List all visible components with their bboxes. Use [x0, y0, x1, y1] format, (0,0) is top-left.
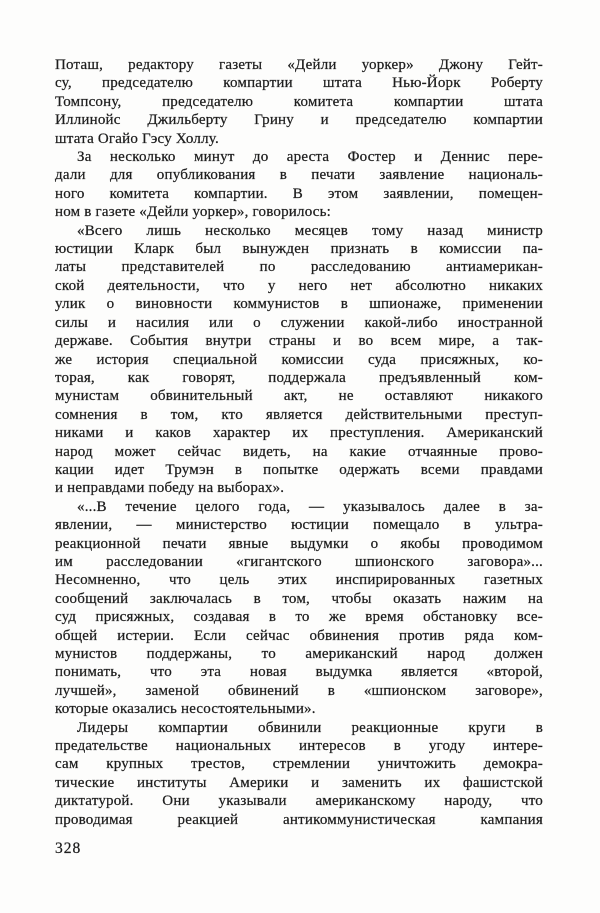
paragraph — [55, 222, 543, 498]
text-line: латы представителей по расследованию антиамерикан- — [55, 259, 543, 276]
text-block — [55, 56, 543, 829]
text-line: торая, как говорят, поддержала предъявленный ком- — [55, 369, 543, 386]
text-line: Лидеры компартии обвинили реакционные круги в — [77, 719, 543, 736]
text-line: дали для опубликования в печати заявление националь- — [55, 167, 543, 184]
text-line: державе. События внутри страны и во всем мире, а так- — [55, 333, 543, 350]
text-line: су, председателю компартии штата Нью-Йорк Роберту — [55, 75, 543, 92]
text-line: ном в газете «Дейли уоркер», говорилось: — [55, 204, 332, 221]
text-line: понимать, что эта новая выдумка является «второй, — [55, 664, 543, 681]
text-line: Иллинойс Джильберту Грину и председателю компартии — [55, 112, 543, 129]
paragraph — [55, 498, 543, 719]
text-line: мунистов поддержаны, то американский народ должен — [55, 646, 543, 662]
text-line: Томпсону, председателю комитета компартии штата — [55, 93, 543, 110]
text-line: «...В течение целого года, — указывалось далее в за- — [77, 498, 543, 515]
text-line: мунистам обвинительный акт, не оставляют никакого — [55, 388, 543, 405]
text-line: суд присяжных, создавая в то же время обстановку все- — [55, 609, 543, 626]
paragraph — [55, 719, 543, 829]
text-line: общей истерии. Если сейчас обвинения против ряда ком- — [55, 627, 543, 644]
text-line: сам крупных трестов, стремлении уничтожить демокра- — [55, 756, 543, 773]
text-line: народ может сейчас видеть, на какие отчаянные прово- — [55, 443, 543, 460]
text-line: штата Огайо Гэсу Холлу. — [55, 130, 219, 147]
text-line: проводимая реакцией антикоммунистическая кампания — [55, 811, 543, 828]
text-line: реакционной печати явные выдумки о якобы проводимом — [55, 535, 543, 552]
text-line: За несколько минут до ареста Фостер и Деннис пере- — [77, 149, 543, 166]
text-line: Несомненно, что цель этих инспирированных газетных — [55, 572, 543, 589]
text-line: им расследовании «гигантского шпионского заговора»... — [55, 553, 543, 570]
text-line: лучшей», заменой обвинений в «шпионском заговоре», — [55, 682, 543, 699]
text-line: предательстве национальных интересов в угоду интере- — [55, 738, 543, 755]
text-line: кации идет Трумэн в попытке одержать всеми правдами — [55, 461, 543, 478]
text-line: которые оказались несостоятельными». — [55, 701, 316, 718]
text-line: сообщений заключалась в том, чтобы оказать нажим на — [55, 590, 543, 607]
text-line: «Всего лишь несколько месяцев тому назад министр — [77, 222, 543, 239]
text-line: ской деятельности, что у него нет абсолютно никаких — [55, 277, 543, 294]
text-line: юстиции Кларк был вынужден признать в комиссии па- — [55, 241, 543, 258]
text-line: улик о виновности коммунистов в шпионаже, применении — [55, 296, 543, 313]
text-line: диктатурой. Они указывали американскому народу, что — [55, 793, 543, 810]
page-number: 328 — [55, 840, 82, 857]
paragraph — [55, 148, 543, 222]
text-line: сомнения в том, кто является действительными преступ- — [55, 406, 543, 423]
text-line: никами и каков характер их преступления. Американский — [55, 425, 543, 442]
text-line: Поташ, редактору газеты «Дейли уоркер» Джону Гейт- — [55, 57, 543, 73]
text-line: ного комитета компартии. В этом заявлении, помещен- — [55, 185, 543, 202]
paragraph — [55, 56, 543, 148]
text-line: и неправдами победу на выборах». — [55, 480, 285, 497]
text-line: же история специальной комиссии суда присяжных, ко- — [55, 351, 543, 368]
text-line: тические институты Америки и заменить их фашистской — [55, 774, 543, 791]
text-line: силы и насилия или о служении какой-либо иностранной — [55, 314, 543, 331]
text-line: явлении, — министерство юстиции помещало в ультра- — [55, 517, 543, 534]
